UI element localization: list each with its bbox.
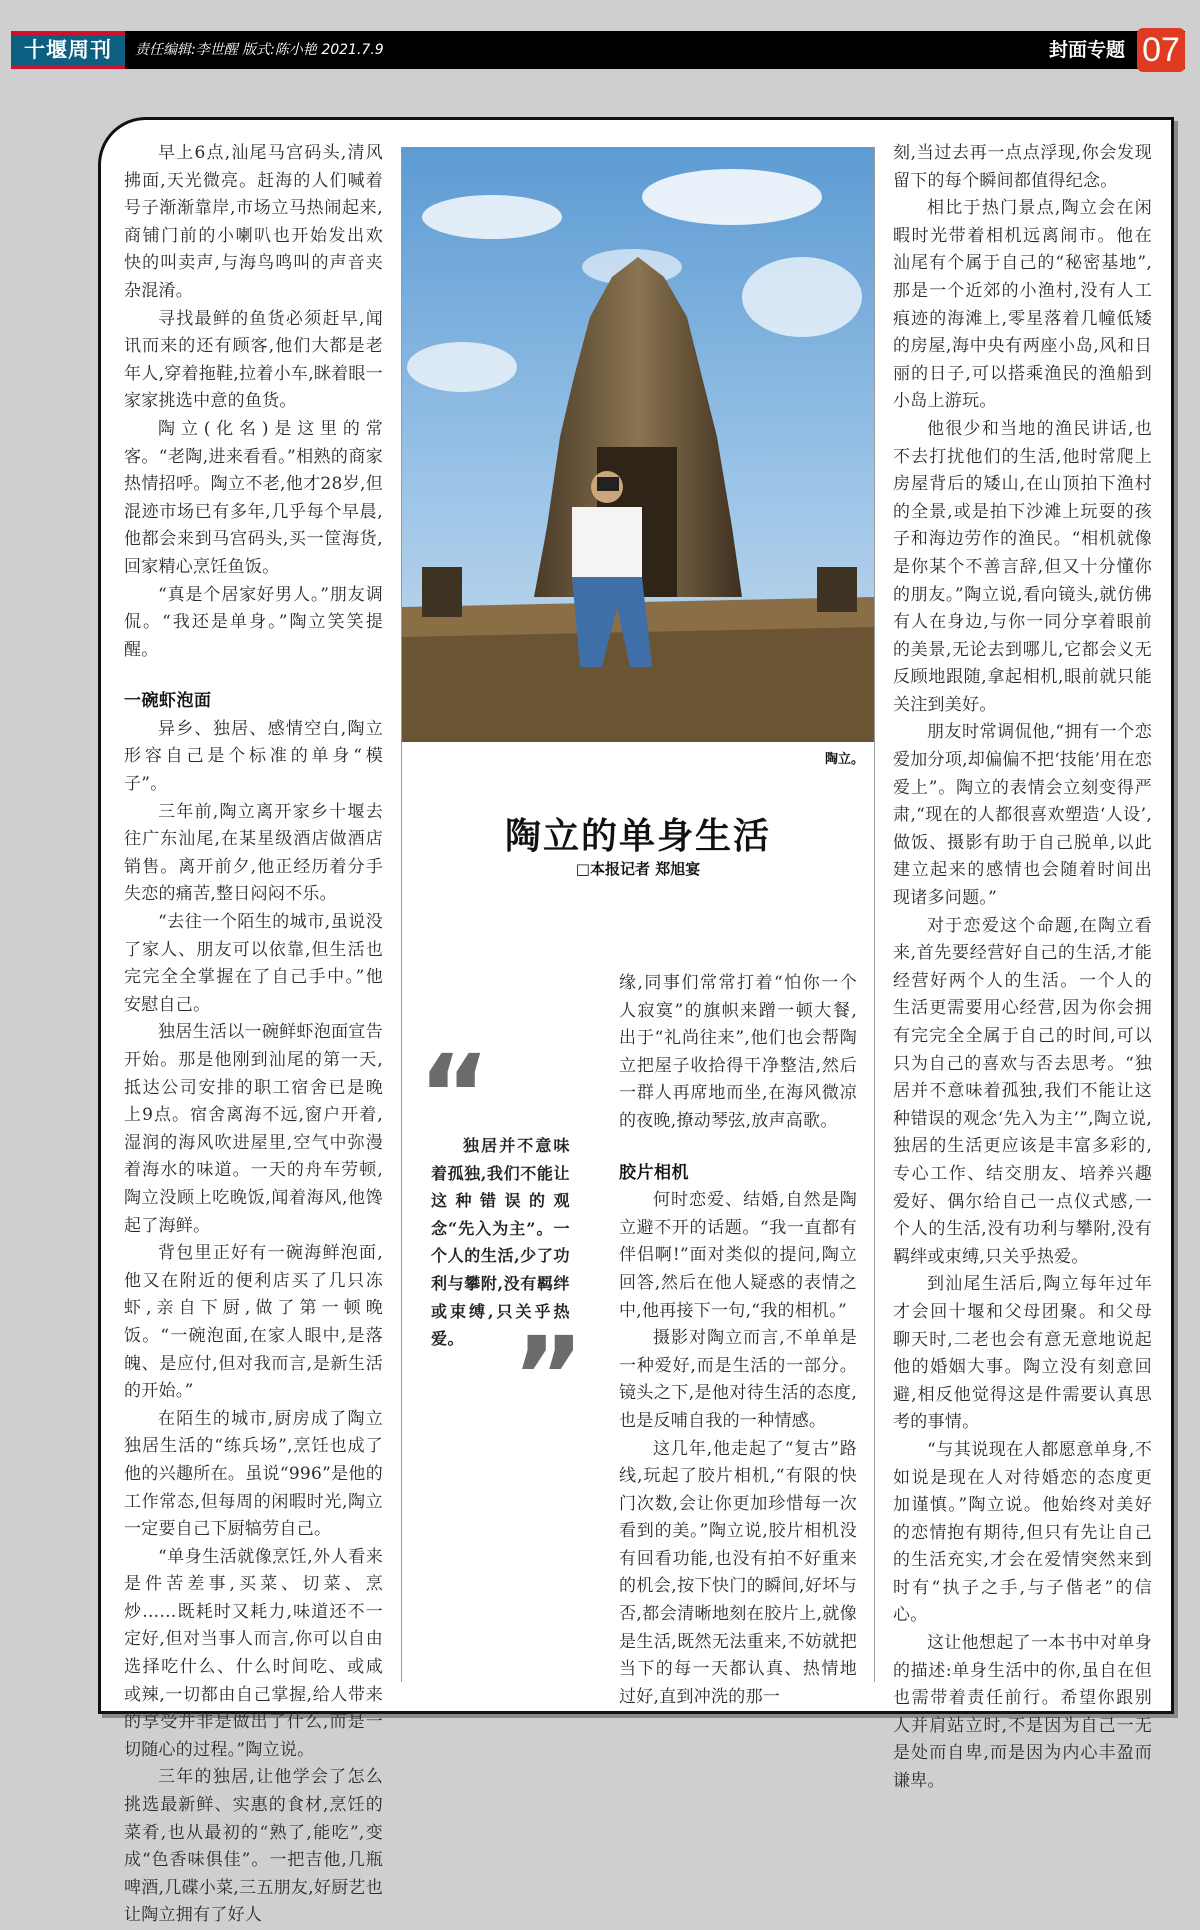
body-paragraphs: [893, 195, 1152, 1795]
paragraph: 异乡、独居、感情空白,陶立形容自己是个标准的单身“模子”。: [124, 718, 383, 795]
paragraph: 寻找最鲜的鱼货必须赶早,闻讯而来的还有顾客,他们大都是老年人,穿着拖鞋,拉着小车,眯着眼一家家挑选中意的鱼货。: [124, 308, 383, 412]
temple-photo-image: [402, 147, 874, 742]
paragraph: “与其说现在人都愿意单身,不如说是现在人对待婚恋的态度更加谨慎。”陶立说。他始终对美好的恋情抱有期待,但只有先让自己的生活充实,才会在爱情突然来到时有“执子之手,与子偕老”的信心。: [893, 1439, 1152, 1626]
lead-paragraph: 缘,同事们常常打着“怕你一个人寂寞”的旗帜来蹭一顿大餐,出于“礼尚往来”,他们也会帮陶立把屋子收拾得干净整洁,然后一群人再席地而坐,在海风微凉的夜晚,撩动琴弦,放声高歌。: [619, 973, 857, 1131]
editor-credits: 责任编辑:李世醒 版式:陈小艳 2021.7.9: [135, 42, 384, 58]
article-photo: [402, 147, 874, 742]
paragraph: 独居生活以一碗鲜虾泡面宣告开始。那是他刚到汕尾的第一天,抵达公司安排的职工宿舍已是晚上9点。宿舍离海不远,窗户开着,湿润的海风吹进屋里,空气中弥漫着海水的味道。一天的舟车劳顿,陶立没顾上吃晚饭,闻着海风,他馋起了海鲜。: [124, 1022, 383, 1236]
paragraph: 到汕尾生活后,陶立每年过年才会回十堰和父母团聚。和父母聊天时,二老也会有意无意地说起他的婚姻大事。陶立没有刻意回避,相反他觉得这是件需要认真思考的事情。: [893, 1274, 1152, 1433]
column-2: [619, 970, 857, 1711]
photo-caption: 陶立。: [824, 752, 864, 767]
paragraph: “单身生活就像烹饪,外人看来是件苦差事,买菜、切菜、烹炒……既耗时又耗力,味道还不一定好,但对当事人而言,你可以自由选择吃什么、什么时间吃、或咸或辣,一切都由自己掌握,给人带来的享受并非是做出了什么,而是一切随心的过程。”陶立说。: [124, 1546, 383, 1760]
paragraph: “真是个居家好男人。”朋友调侃。“我还是单身。”陶立笑笑提醒。: [124, 584, 383, 660]
pull-quote-text: 独居并不意味着孤独,我们不能让这种错误的观念“先入为主”。一个人的生活,少了功利与攀附,没有羁绊或束缚,只关乎热爱。: [431, 1136, 570, 1349]
paragraph: 何时恋爱、结婚,自然是陶立避不开的话题。“我一直都有伴侣啊!”面对类似的提问,陶立回答,然后在他人疑惑的表情之中,他再接下一句,“我的相机。”: [619, 1190, 857, 1321]
paragraph: 三年前,陶立离开家乡十堰去往广东汕尾,在某星级酒店做酒店销售。离开前夕,他正经历着分手失恋的痛苦,整日闷闷不乐。: [124, 801, 383, 905]
paragraph: 这几年,他走起了“复古”路线,玩起了胶片相机,“有限的快门次数,会让你更加珍惜每一次看到的美。”陶立说,胶片相机没有回看功能,也没有拍不好重来的机会,按下快门的瞬间,好坏与否,都会清晰地刻在胶片上,就像是生活,既然无法重来,不妨就把当下的每一天都认真、热情地过好,直到冲洗的那一: [619, 1438, 857, 1707]
article-byline: □本报记者 郑旭宴: [575, 860, 701, 878]
column-1: [124, 140, 383, 1930]
page-header: [11, 31, 1185, 69]
article-title: 陶立的单身生活: [504, 815, 771, 857]
column-divider: [874, 147, 875, 1682]
paragraph: 摄影对陶立而言,不单单是一种爱好,而是生活的一部分。镜头之下,是他对待生活的态度,也是反哺自我的一种情感。: [619, 1328, 857, 1431]
section-heading: 胶片相机: [619, 1162, 689, 1183]
paragraph: 三年的独居,让他学会了怎么挑选最新鲜、实惠的食材,烹饪的菜肴,也从最初的“熟了,能吃”,变成“色香味俱佳”。一把吉他,几瓶啤酒,几碟小菜,三五朋友,好厨艺也让陶立拥有了好人: [124, 1767, 383, 1926]
lead-paragraph: 刻,当过去再一点点浮现,你会发现留下的每个瞬间都值得纪念。: [893, 143, 1152, 191]
page-number: 07: [1137, 28, 1185, 72]
paragraph: 这让他想起了一本书中对单身的描述:单身生活中的你,虽自在但也需带着责任前行。希望你跟别人并肩站立时,不是因为自己一无是处而自卑,而是因为内心丰盈而谦卑。: [893, 1633, 1152, 1792]
paragraph: 对于恋爱这个命题,在陶立看来,首先要经营好自己的生活,才能经营好两个人的生活。一个人的生活更需要用心经营,因为你会拥有完完全全属于自己的时间,可以只为自己的喜欢与否去思考。“独居并不意味着孤独,我们不能让这种错误的观念‘先入为主’”,陶立说,独居的生活更应该是丰富多彩的,专心工作、结交朋友、培养兴趣爱好、偶尔给自己一点仪式感,一个人的生活,没有功利与攀附,没有羁绊或束缚,只关乎热爱。: [893, 915, 1152, 1267]
paragraph: 相比于热门景点,陶立会在闲暇时光带着相机远离闹市。他在汕尾有个属于自己的“秘密基地”,那是一个近郊的小渔村,没有人工痕迹的海滩上,零星落着几幢低矮的房屋,海中央有两座小岛,风和日丽的日子,可以搭乘渔民的渔船到小岛上游玩。: [893, 198, 1152, 412]
paragraph: 背包里正好有一碗海鲜泡面,他又在附近的便利店买了几只冻虾,亲自下厨,做了第一顿晚饭。“一碗泡面,在家人眼中,是落魄、是应付,但对我而言,是新生活的开始。”: [124, 1243, 383, 1402]
newspaper-logo: 十堰周刊: [11, 31, 125, 69]
paragraph: 他很少和当地的渔民讲话,也不去打扰他们的生活,他时常爬上房屋背后的矮山,在山顶拍下渔村的全景,或是拍下沙滩上玩耍的孩子和海边劳作的渔民。“相机就像是你某个不善言辞,但又十分懂你的朋友。”陶立说,看向镜头,就仿佛有人在身边,与你一同分享着眼前的美景,无论去到哪儿,它都会义无反顾地跟随,拿起相机,眼前就只能关注到美好。: [893, 418, 1152, 715]
section-heading: 一碗虾泡面: [124, 691, 212, 712]
close-quote-icon: ”: [512, 1313, 585, 1441]
section-name: 封面专题: [1048, 39, 1125, 61]
paragraph: 在陌生的城市,厨房成了陶立独居生活的“练兵场”,烹饪也成了他的兴趣所在。虽说“996”是他的工作常态,但每周的闲暇时光,陶立一定要自己下厨犒劳自己。: [124, 1408, 383, 1540]
paragraph: 朋友时常调侃他,“拥有一个恋爱加分项,却偏偏不把‘技能’用在恋爱上”。陶立的表情会立刻变得严肃,“现在的人都很喜欢塑造‘人设’,做饭、摄影有助于自己脱单,以此建立起来的感情也会随着时间出现诸多问题。”: [893, 722, 1152, 909]
paragraph: 早上6点,汕尾马宫码头,清风拂面,天光微亮。赶海的人们喊着号子渐渐靠岸,市场立马热闹起来,商铺门前的小喇叭也开始发出欢快的叫卖声,与海鸟鸣叫的声音夹杂混淆。: [124, 143, 383, 301]
paragraph: “去往一个陌生的城市,虽说没了家人、朋友可以依靠,但生活也完完全全掌握在了自己手中。”他安慰自己。: [124, 912, 383, 1015]
open-quote-icon: “: [418, 1031, 491, 1159]
column-3: [893, 140, 1152, 1796]
intro-paragraphs: [124, 140, 383, 664]
body-paragraphs: [619, 1187, 857, 1711]
paragraph: 陶立(化名)是这里的常客。“老陶,进来看看。”相熟的商家热情招呼。陶立不老,他才28岁,但混迹市场已有多年,几乎每个早晨,他都会来到马宫码头,买一筐海货,回家精心烹饪鱼饭。: [124, 418, 383, 577]
